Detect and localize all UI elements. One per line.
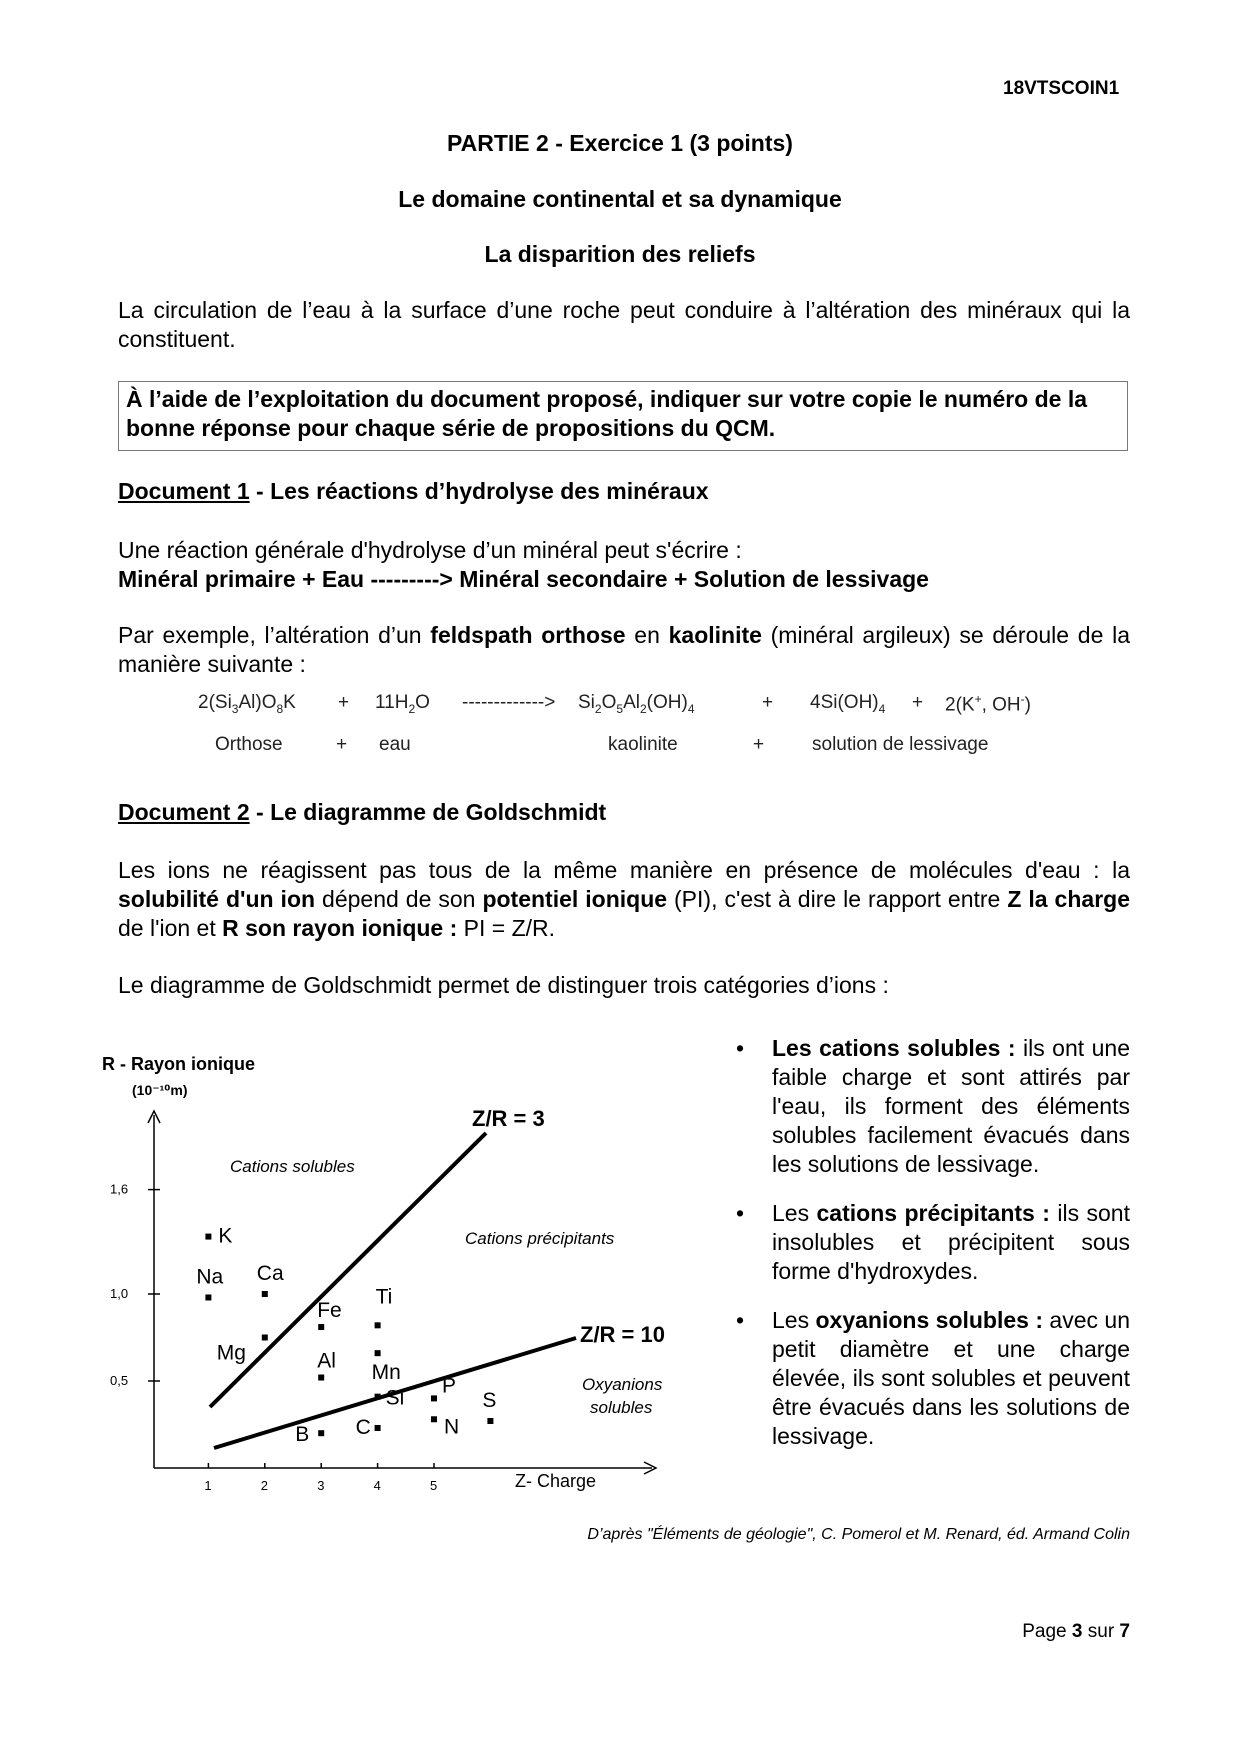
bullet-dot: •	[736, 1035, 745, 1061]
eq-plus: +	[753, 734, 765, 755]
doc2-heading	[118, 799, 606, 826]
eq-name-kaolinite: kaolinite	[608, 734, 678, 755]
bullet-text: ils ont une faible charge et sont attirés par l'eau, ils forment des éléments solubles facilement évacués dans les solutions de lessivage.	[772, 1035, 1130, 1177]
data-point-na	[205, 1294, 211, 1300]
data-point-label: N	[444, 1415, 460, 1439]
topic-title: La disparition des reliefs	[484, 241, 756, 267]
category-item	[728, 1034, 1130, 1179]
data-point-label: S	[482, 1389, 497, 1413]
eq-plus: +	[336, 734, 348, 755]
y-tick-label: 0,5	[110, 1373, 129, 1388]
part-title: PARTIE 2 - Exercice 1 (3 points)	[447, 130, 793, 156]
data-point-s	[487, 1418, 493, 1424]
example-kaolinite: kaolinite	[668, 622, 762, 648]
example-mid: en	[625, 622, 669, 648]
doc1-example	[118, 621, 1130, 679]
eq-name-orthose: Orthose	[215, 734, 283, 755]
data-point-al	[318, 1375, 324, 1381]
p1-text: (PI), c'est à dire le rapport entre	[667, 886, 1008, 912]
data-point-label: Ti	[375, 1285, 393, 1309]
example-post: (minéral argileux) se déroule de la manière suivante :	[118, 622, 1130, 677]
example-orthose: feldspath orthose	[430, 622, 626, 648]
category-item	[728, 1199, 1130, 1286]
page-pre: Page	[1022, 1621, 1072, 1642]
data-point-label: Ca	[256, 1262, 284, 1285]
data-points	[196, 1225, 496, 1447]
data-point-label: Al	[317, 1349, 336, 1373]
source-citation: D’après "Éléments de géologie", C. Pomerol et M. Renard, éd. Armand Colin	[587, 1526, 1130, 1543]
x-tick-label: 1	[204, 1478, 212, 1493]
eq-plus: +	[762, 692, 774, 713]
p1-text: PI = Z/R.	[457, 915, 556, 941]
categories-list	[728, 1034, 1130, 1471]
eq-ions-formula: 2(K+, OH-)	[945, 692, 1031, 716]
doc1-label: Document 1	[118, 478, 250, 504]
x-axis-label: Z- Charge	[515, 1471, 597, 1491]
page-number	[1022, 1621, 1130, 1643]
data-point-k	[205, 1234, 211, 1240]
y-tick-label: 1,6	[110, 1181, 129, 1197]
example-pre: Par exemple, l’altération d’un	[118, 622, 431, 648]
region-cations-solubles: Cations solubles	[230, 1157, 355, 1176]
eq-silicic-formula: $4Si(OH)_4$	[810, 692, 886, 716]
y-tick-label: 1,0	[110, 1286, 129, 1301]
data-point-label: Si	[385, 1386, 405, 1410]
data-point-label: P	[442, 1374, 457, 1398]
bullet-pre: Les	[772, 1200, 817, 1226]
document-code: 18VTSCOIN1	[1003, 78, 1120, 99]
bullet-bold: cations précipitants :	[816, 1200, 1050, 1226]
data-point-c	[375, 1425, 381, 1431]
data-point-label: B	[295, 1423, 310, 1447]
line-zr10-label: Z/R = 10	[580, 1322, 665, 1347]
y-axis-unit: (10⁻¹⁰m)	[132, 1082, 188, 1098]
data-point-fe	[318, 1324, 324, 1330]
eq-plus: +	[338, 692, 350, 713]
eq-plus: +	[912, 692, 924, 713]
eq-name-solution: solution de lessivage	[812, 734, 989, 755]
p1-bold-potential: potentiel ionique	[482, 886, 668, 912]
category-item	[728, 1306, 1130, 1451]
bullet-pre: Les	[772, 1307, 816, 1333]
doc2-categories-intro: Le diagramme de Goldschmidt permet de distinguer trois catégories d’ions :	[118, 972, 889, 998]
data-point-n	[431, 1416, 437, 1422]
p1-text: dépend de son	[315, 886, 483, 912]
y-ticks	[110, 1182, 160, 1388]
instruction-box: À l’aide de l’exploitation du document proposé, indiquer sur votre copie le numéro de la bonne réponse pour chaque série de propositions du QCM.	[118, 381, 1128, 451]
x-tick-label: 2	[260, 1478, 269, 1493]
goldschmidt-chart	[90, 1045, 720, 1505]
x-tick-label: 4	[373, 1478, 381, 1493]
doc2-paragraph	[118, 856, 1130, 943]
data-point-label: K	[218, 1224, 233, 1248]
bullet-dot: •	[736, 1307, 745, 1333]
doc1-heading	[118, 478, 709, 505]
data-point-mg	[262, 1335, 268, 1341]
data-point-label: Fe	[317, 1299, 342, 1323]
data-point-si	[375, 1394, 381, 1400]
eq-water-formula: $11H_2O$	[375, 692, 430, 716]
eq-kaolinite-formula: $Si_2O_5Al_2(OH)_4$	[578, 692, 695, 716]
page-current: 3	[1071, 1621, 1083, 1642]
p1-bold-charge: Z la charge	[1007, 886, 1130, 912]
data-point-mn	[375, 1350, 381, 1356]
x-tick-label: 5	[430, 1478, 438, 1493]
eq-name-eau: eau	[379, 734, 411, 755]
region-cations-precipitants: Cations précipitants	[465, 1229, 615, 1248]
p1-text: Les ions ne réagissent pas tous de la même manière en présence de molécules d'eau : la	[118, 857, 1130, 883]
doc2-title: - Le diagramme de Goldschmidt	[249, 799, 607, 825]
data-point-ca	[262, 1291, 268, 1297]
region-oxyanions-2: solubles	[590, 1398, 653, 1417]
bullet-text: ils sont insolubles et précipitent sous forme d'hydroxydes.	[772, 1200, 1130, 1284]
data-point-label: Na	[196, 1265, 224, 1289]
domain-title: Le domaine continental et sa dynamique	[398, 186, 842, 212]
data-point-label: C	[355, 1415, 371, 1439]
p1-text: de l'ion et	[118, 915, 223, 941]
page-total: 7	[1119, 1621, 1130, 1642]
eq-orthose-formula: $2(Si_3Al)O_8K$	[198, 692, 296, 716]
bullet-bold: oxyanions solubles :	[815, 1307, 1044, 1333]
data-point-label: Mg	[216, 1341, 246, 1365]
line-zr3-label: Z/R = 3	[472, 1106, 545, 1131]
bullet-text: avec un petit diamètre et une charge élevée, ils sont solubles et peuvent être évacués dans les solutions de lessivage.	[772, 1307, 1131, 1449]
intro-paragraph: La circulation de l’eau à la surface d’une roche peut conduire à l’altération des minéraux qui la constituent.	[118, 297, 1130, 352]
doc2-label: Document 2	[118, 799, 250, 825]
page-mid: sur	[1082, 1621, 1120, 1642]
doc1-general: Une réaction générale d'hydrolyse d’un minéral peut s'écrire :	[118, 537, 742, 563]
data-point-b	[318, 1430, 324, 1436]
bullet-bold: Les cations solubles :	[772, 1035, 1016, 1061]
p1-bold-radius: R son rayon ionique :	[222, 915, 458, 941]
x-tick-label: 3	[317, 1478, 325, 1493]
data-point-label: Mn	[371, 1361, 401, 1385]
eq-arrow: ------------->	[462, 692, 556, 713]
y-axis-label: R - Rayon ionique	[102, 1054, 255, 1074]
doc1-formula: Minéral primaire + Eau ---------> Minéral secondaire + Solution de lessivage	[118, 566, 929, 592]
region-oxyanions-1: Oxyanions	[582, 1375, 663, 1394]
p1-bold-solubility: solubilité d'un ion	[118, 886, 316, 912]
bullet-dot: •	[736, 1200, 745, 1226]
doc1-title: - Les réactions d’hydrolyse des minéraux	[249, 478, 709, 504]
data-point-ti	[375, 1322, 381, 1328]
data-point-p	[431, 1395, 437, 1401]
